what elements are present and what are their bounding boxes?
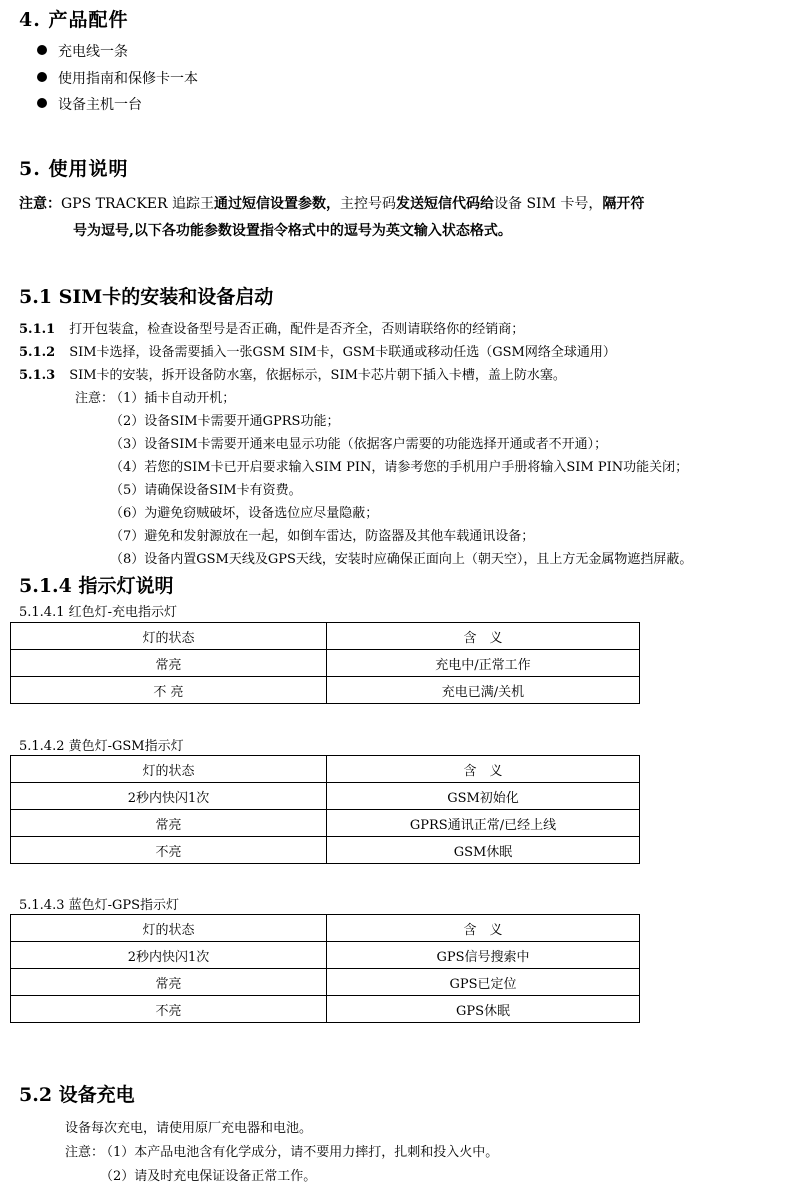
section-5-2-title: 5.2 设备充电: [19, 1084, 135, 1106]
step-number: 5.1.2: [19, 345, 56, 360]
install-note: （1）插卡自动开机；: [110, 391, 236, 406]
bullet-icon: [37, 98, 47, 108]
table-row: [11, 996, 640, 1023]
usage-note-line-2: 号为逗号,以下各功能参数设置指令格式中的逗号为英文输入状态格式。: [73, 223, 512, 239]
bullet-icon: [37, 72, 47, 82]
yellow-light-table: [10, 755, 640, 864]
install-note: （4）若您的SIM卡已开启要求输入SIM PIN，请参考您的手机用户手册将输入SIM PIN功能关闭；: [110, 460, 689, 475]
table-header-row: [11, 756, 640, 783]
meaning-cell: GPS已定位: [327, 969, 640, 996]
install-notes-label: 注意：: [75, 391, 115, 406]
accessory-item: 使用指南和保修卡一本: [58, 71, 198, 87]
header-cell: 灯的状态: [11, 915, 327, 942]
note-part: 设备 SIM 卡号，: [494, 196, 603, 212]
install-note: （6）为避免窃贼破坏，设备选位应尽量隐蔽；: [110, 506, 379, 521]
state-cell: 常亮: [11, 810, 327, 837]
state-cell: 2秒内快闪1次: [11, 942, 327, 969]
install-note: （8）设备内置GSM天线及GPS天线，安装时应确保正面向上（朝天空），且上方无金属物遮挡屏蔽。: [110, 552, 693, 567]
charging-instruction: 设备每次充电，请使用原厂充电器和电池。: [65, 1121, 313, 1136]
header-cell: 含 义: [327, 623, 640, 650]
step-item: [19, 364, 566, 383]
state-cell: 不亮: [11, 837, 327, 864]
note-label: 注意：: [19, 196, 61, 212]
state-cell: 不亮: [11, 996, 327, 1023]
table-header-row: [11, 623, 640, 650]
charging-note: （2）请及时充电保证设备正常工作。: [100, 1169, 317, 1184]
state-cell: 常亮: [11, 650, 327, 677]
note-part: 主控号码: [340, 196, 397, 212]
section-5-title: 5. 使用说明: [19, 158, 129, 180]
step-number: 5.1.3: [19, 368, 56, 383]
meaning-cell: 充电中/正常工作: [327, 650, 640, 677]
table-row: [11, 783, 640, 810]
section-5-1-4-title: 5.1.4 指示灯说明: [19, 575, 174, 597]
note-part: 隔开符: [602, 196, 645, 212]
blue-light-table: [10, 914, 640, 1023]
bullet-icon: [37, 45, 47, 55]
meaning-cell: GPRS通讯正常/已经上线: [327, 810, 640, 837]
note-part: 通过短信设置参数，: [214, 196, 341, 212]
header-cell: 灯的状态: [11, 756, 327, 783]
meaning-cell: GPS信号搜索中: [327, 942, 640, 969]
meaning-cell: GPS休眠: [327, 996, 640, 1023]
install-note: （5）请确保设备SIM卡有资费。: [110, 483, 302, 498]
meaning-cell: GSM休眠: [327, 837, 640, 864]
step-text: SIM卡选择，设备需要插入一张GSM SIM卡，GSM卡联通或移动任选（GSM网络全球通用）: [69, 345, 616, 360]
table-caption: 5.1.4.1 红色灯-充电指示灯: [19, 605, 178, 620]
table-row: [11, 810, 640, 837]
step-text: SIM卡的安装，拆开设备防水塞，依据标示，SIM卡芯片朝下插入卡槽，盖上防水塞。: [69, 368, 566, 383]
table-row: [11, 837, 640, 864]
accessory-item: 设备主机一台: [58, 97, 142, 113]
table-caption: 5.1.4.3 蓝色灯-GPS指示灯: [19, 898, 180, 913]
install-note: （2）设备SIM卡需要开通GPRS功能；: [110, 414, 340, 429]
note-part: 发送短信代码给: [396, 196, 495, 212]
table-row: [11, 969, 640, 996]
header-cell: 含 义: [327, 756, 640, 783]
table-header-row: [11, 915, 640, 942]
step-text: 打开包装盒，检查设备型号是否正确，配件是否齐全，否则请联络你的经销商；: [69, 322, 525, 337]
section-4-title: 4. 产品配件: [19, 9, 129, 31]
header-cell: 含 义: [327, 915, 640, 942]
state-cell: 不 亮: [11, 677, 327, 704]
accessory-item: 充电线一条: [58, 44, 128, 60]
install-note: （7）避免和发射源放在一起，如倒车雷达，防盗器及其他车载通讯设备；: [110, 529, 535, 544]
table-row: [11, 942, 640, 969]
red-light-table: [10, 622, 640, 704]
step-item: [19, 341, 616, 360]
table-row: [11, 677, 640, 704]
state-cell: 常亮: [11, 969, 327, 996]
charging-notes-label: 注意：: [65, 1145, 105, 1160]
table-caption: 5.1.4.2 黄色灯-GSM指示灯: [19, 739, 184, 754]
step-item: [19, 318, 524, 337]
meaning-cell: GSM初始化: [327, 783, 640, 810]
table-row: [11, 650, 640, 677]
charging-note: （1）本产品电池含有化学成分，请不要用力摔打，扎刺和投入火中。: [100, 1145, 499, 1160]
state-cell: 2秒内快闪1次: [11, 783, 327, 810]
section-5-1-title: 5.1 SIM卡的安装和设备启动: [19, 286, 274, 308]
step-number: 5.1.1: [19, 322, 56, 337]
meaning-cell: 充电已满/关机: [327, 677, 640, 704]
note-part: GPS TRACKER 追踪王: [61, 196, 215, 212]
usage-note-line-1: [19, 193, 644, 213]
install-note: （3）设备SIM卡需要开通来电显示功能（依据客户需要的功能选择开通或者不开通）；: [110, 437, 608, 452]
header-cell: 灯的状态: [11, 623, 327, 650]
